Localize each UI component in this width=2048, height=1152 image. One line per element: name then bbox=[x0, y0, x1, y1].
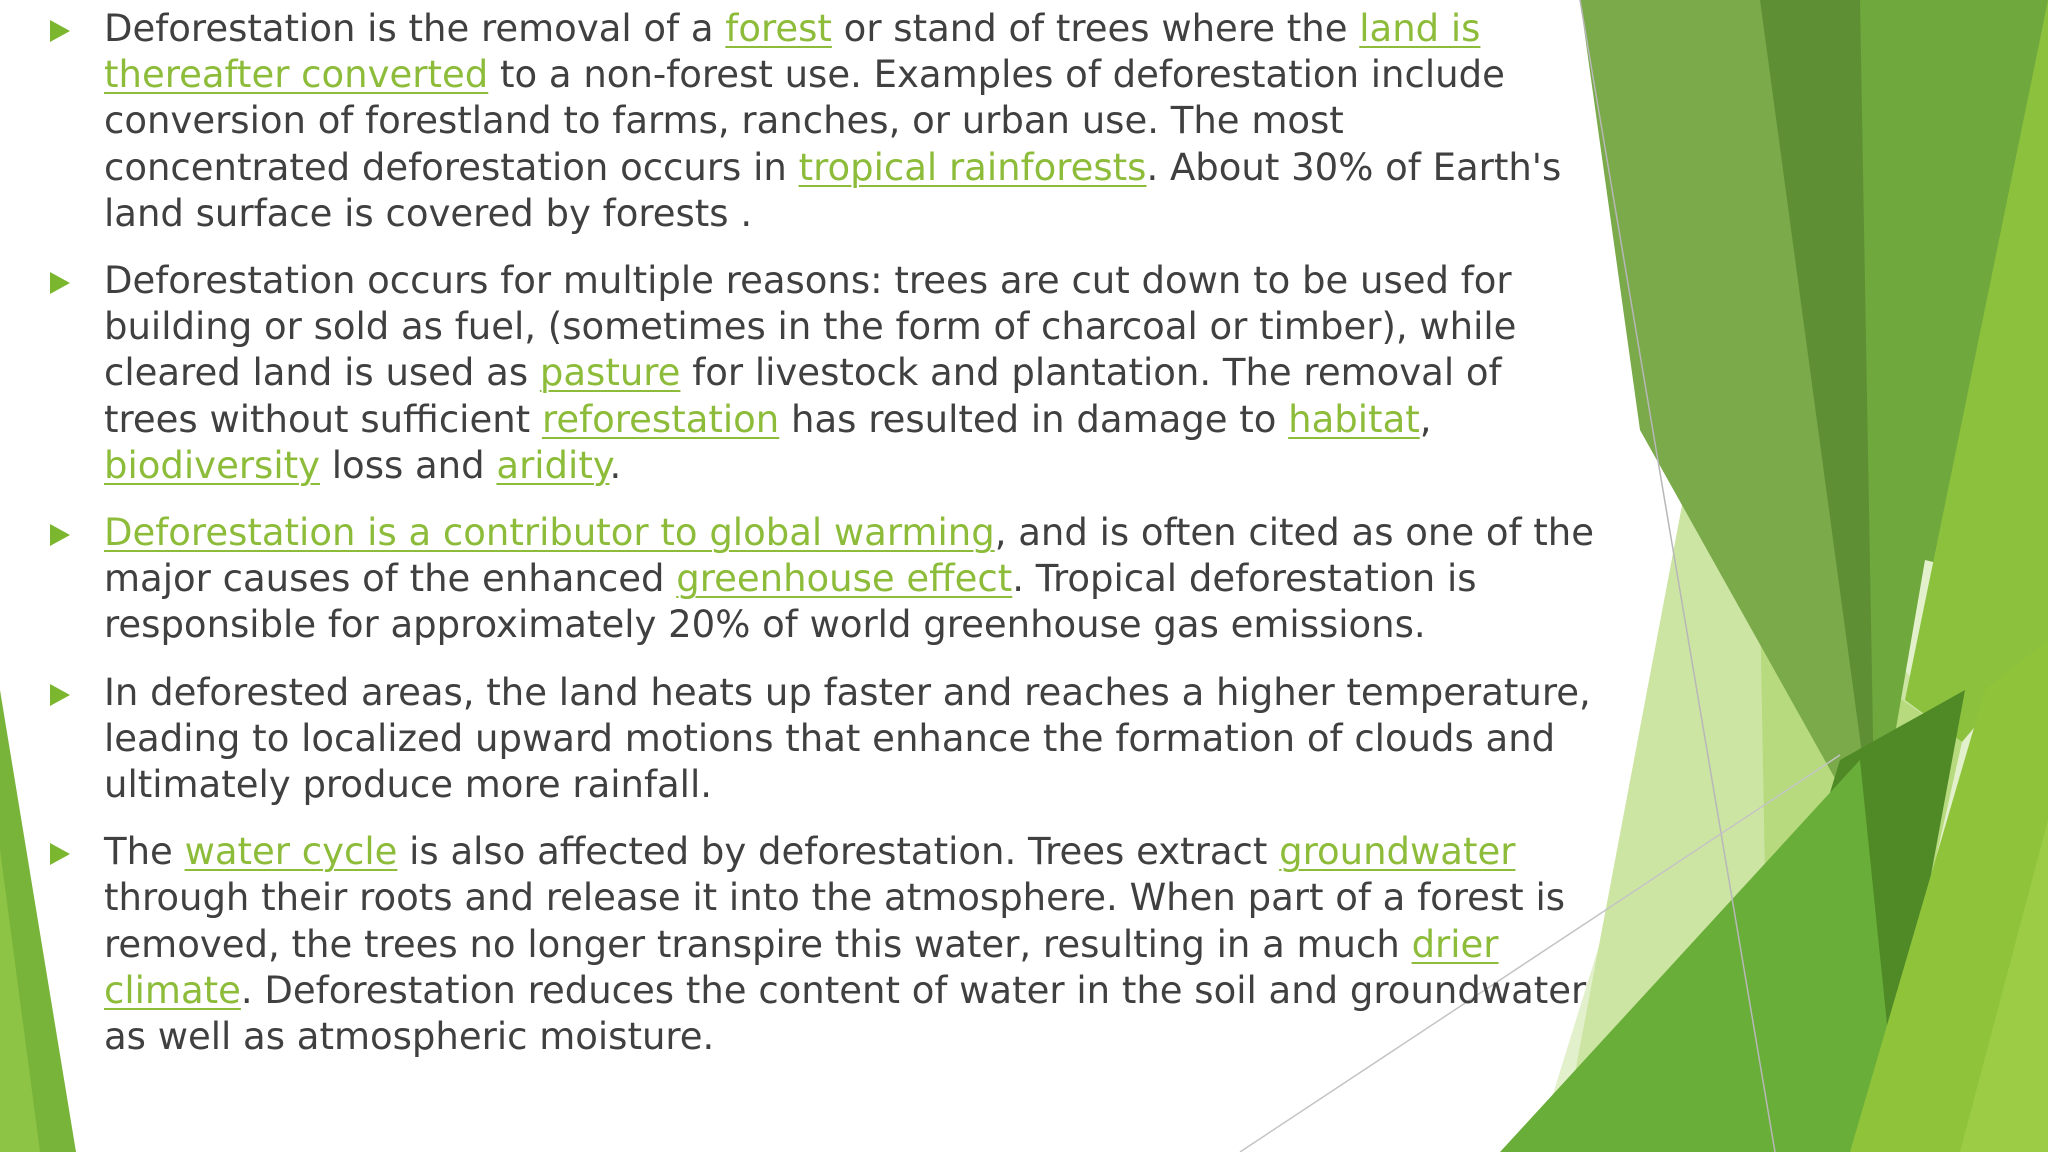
bullet-text: In deforested areas, the land heats up faster and reaches a higher temperature, leading to localized upward motions that enhance the formation of clouds and ultimately produce more rainfall. bbox=[104, 670, 1591, 807]
link-global-warming[interactable]: Deforestation is a contributor to global warming bbox=[104, 511, 995, 555]
text-segment: . Tropical deforestation is responsible for approximately 20% of world greenhouse gas emissions. bbox=[104, 557, 1477, 647]
link-reforestation[interactable]: reforestation bbox=[541, 397, 780, 441]
link-greenhouse-effect[interactable]: greenhouse effect bbox=[676, 557, 1013, 601]
link-forest[interactable]: forest bbox=[725, 7, 832, 50]
bullet-text bbox=[104, 259, 1516, 487]
text-segment: is also affected by deforestation. Trees extract bbox=[397, 830, 1280, 874]
bullet-list bbox=[40, 6, 1600, 1081]
bullet-text bbox=[104, 7, 1561, 235]
bullet-arrow-icon bbox=[50, 20, 70, 42]
text-segment: or stand of trees where the bbox=[831, 7, 1360, 50]
bullet-global-warming bbox=[40, 510, 1600, 649]
text-segment: to a non-forest use. Examples of deforestation include conversion of forestland to farms, ranches, or urban use. The most concentrated deforestation occurs in bbox=[104, 53, 1505, 189]
text-segment: . Deforestation reduces the content of water in the soil and groundwater as well as atmospheric moisture. bbox=[104, 968, 1587, 1059]
link-land-converted[interactable]: land is thereafter converted bbox=[104, 7, 1481, 97]
text-segment: , and is often cited as one of the major causes of the enhanced bbox=[104, 511, 1595, 601]
bullet-arrow-icon bbox=[50, 684, 70, 706]
bullet-deforested-areas bbox=[40, 670, 1600, 809]
text-segment: through their roots and release it into the atmosphere. When part of a forest is removed, the trees no longer transpire this water, resulting in a much bbox=[104, 876, 1566, 966]
link-drier-climate[interactable]: drier climate bbox=[104, 922, 1499, 1012]
link-pasture[interactable]: pasture bbox=[539, 351, 681, 395]
bullet-text bbox=[104, 511, 1594, 646]
text-segment: Deforestation occurs for multiple reasons: trees are cut down to be used for building or sold as fuel, (sometimes in the form of charcoal or timber), while cleared land is used as bbox=[104, 259, 1517, 395]
link-aridity[interactable]: aridity bbox=[496, 443, 610, 487]
text-segment: loss and bbox=[320, 443, 497, 487]
text-segment: Deforestation is the removal of a bbox=[104, 7, 726, 50]
text-segment: . About 30% of Earth's land surface is covered by forests . bbox=[104, 145, 1562, 235]
bullet-water-cycle bbox=[40, 829, 1600, 1060]
link-biodiversity[interactable]: biodiversity bbox=[104, 443, 321, 487]
text-segment: . bbox=[609, 443, 622, 487]
link-groundwater[interactable]: groundwater bbox=[1279, 830, 1516, 874]
text-segment: for livestock and plantation. The removal of trees without sufficient bbox=[104, 351, 1502, 441]
text-segment: , bbox=[1419, 397, 1432, 441]
bullet-deforestation-reasons bbox=[40, 258, 1600, 489]
bullet-deforestation-definition bbox=[40, 6, 1600, 237]
text-segment: has resulted in damage to bbox=[779, 397, 1289, 441]
link-habitat[interactable]: habitat bbox=[1288, 397, 1420, 441]
link-water-cycle[interactable]: water cycle bbox=[184, 830, 398, 874]
bullet-arrow-icon bbox=[50, 524, 70, 546]
bullet-text bbox=[104, 830, 1586, 1058]
link-tropical-rainforests[interactable]: tropical rainforests bbox=[798, 145, 1147, 189]
bullet-arrow-icon bbox=[50, 843, 70, 865]
text-segment: The bbox=[104, 830, 185, 874]
bullet-arrow-icon bbox=[50, 272, 70, 294]
